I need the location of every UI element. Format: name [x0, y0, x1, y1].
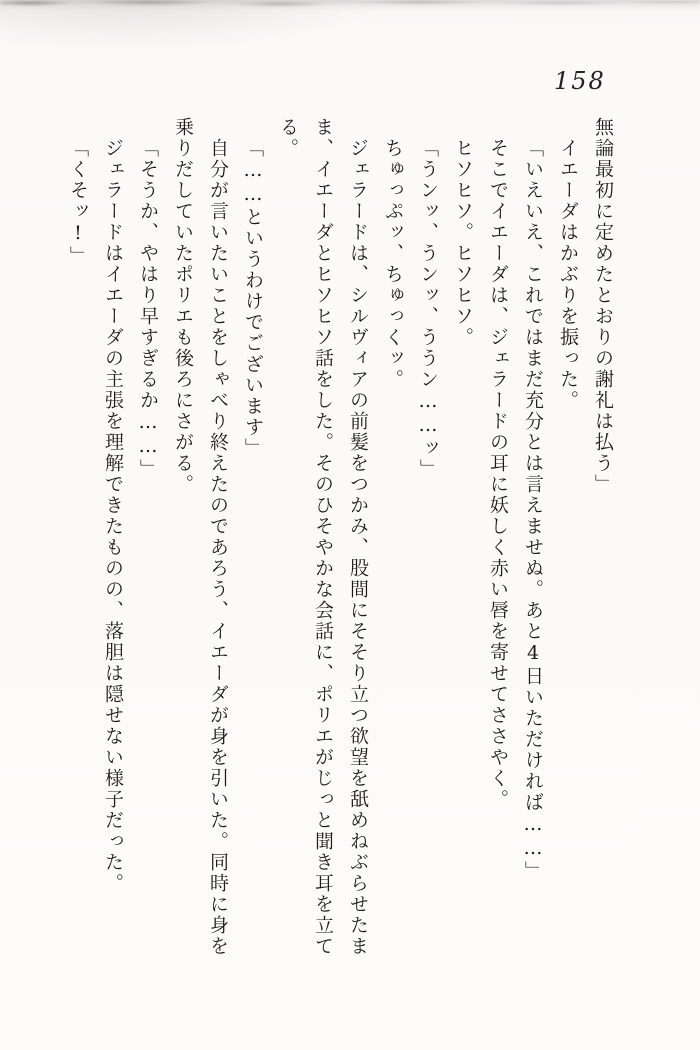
- text-line: 「いえいえ、これではまだ充分とは言えませぬ。あと4日いただければ……」: [522, 138, 544, 882]
- text-line: 「くそッ!」: [67, 138, 89, 267]
- text-line: 「そうか、やはり早すぎるか……」: [137, 138, 159, 480]
- text-line: 乗りだしていたポリエも後ろにさがる。: [172, 117, 194, 495]
- text-line: ちゅっぷッ、ちゅっくッ。: [382, 138, 404, 390]
- text-line: 自分が言いたいことをしゃべり終えたのであろう、イエーダが身を引いた。同時に身を: [207, 138, 229, 957]
- text-line: 無論最初に定めたとおりの謝礼は払う」: [592, 117, 614, 495]
- text-line: る。: [277, 117, 299, 159]
- text-line: 「……というわけでございます」: [242, 138, 264, 459]
- text-line: ま、イエーダとヒソヒソ話をした。そのひそやかな会話に、ポリエがじっと聞き耳を立て: [312, 117, 334, 957]
- page-number: 158: [554, 67, 606, 95]
- text-line: イエーダはかぶりを振った。: [557, 138, 579, 411]
- text-line: ジェラードはイエーダの主張を理解できたものの、落胆は隠せない様子だった。: [102, 138, 124, 894]
- text-line: ヒソヒソ。ヒソヒソ。: [452, 138, 474, 348]
- text-line: そこでイエーダは、ジェラードの耳に妖しく赤い唇を寄せてささやく。: [487, 138, 509, 810]
- text-line: ジェラードは、シルヴィアの前髪をつかみ、股間にそそり立つ欲望を舐めねぶらせたま: [347, 138, 369, 957]
- text-block: [60, 117, 620, 997]
- text-line: 「うンッ、うンッ、ううン……ッ」: [417, 138, 439, 480]
- scan-noise-band: [0, 0, 700, 11]
